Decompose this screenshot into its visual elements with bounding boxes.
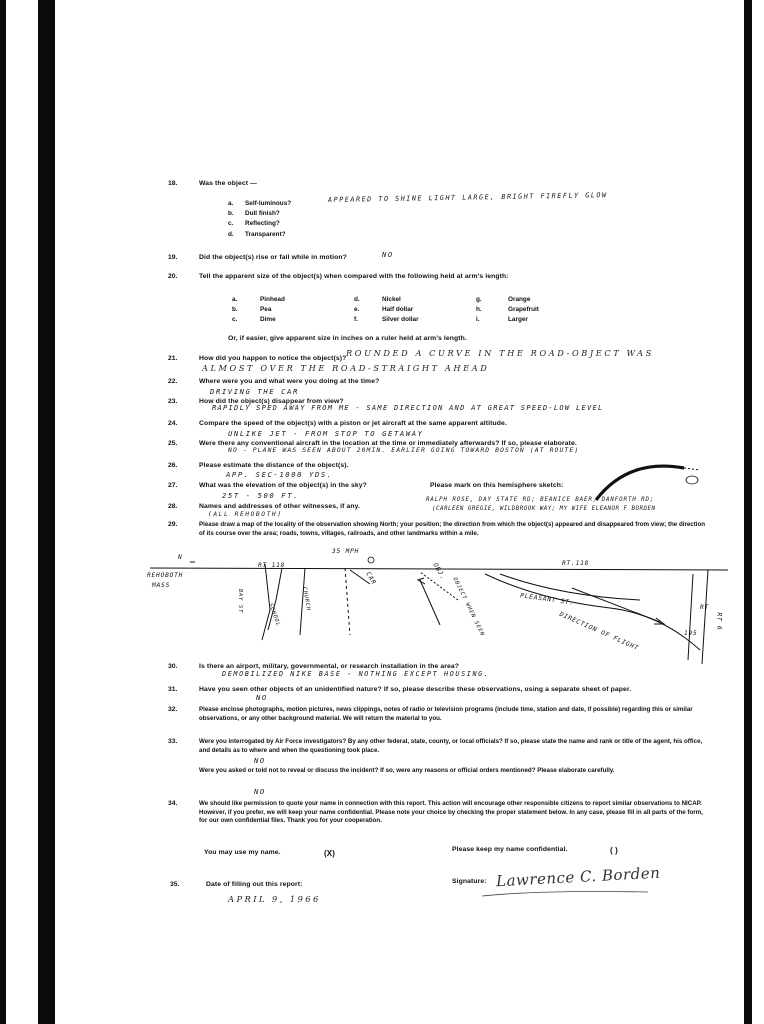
q27-sketch-label: Please mark on this hemisphere sketch: [430,482,564,489]
q34-number: 34. [168,800,178,807]
q20-size-i: Larger [508,316,528,323]
q20-size-h-letter: h. [476,306,482,313]
q32-question: Please enclose photographs, motion pictures, news clippings, notes of radio or television programs (include time, station and date, if possible) regarding this or similar observations, or any other background material. We will return the material to you. [199,706,693,722]
q32-number: 32. [168,706,178,713]
q18-option-b: Dull finish? [245,210,280,217]
map-route-6-label: RT 6 [715,612,723,631]
q22-number: 22. [168,378,178,385]
q20-size-b: Pea [260,306,272,313]
q30-number: 30. [168,663,178,670]
map-object-label: OBJ. [431,561,447,582]
q22-answer: DRIVING THE CAR [210,387,299,396]
map-north-label: N [178,554,183,561]
map-object-seen-label: OBJECT WHEN SEEN [451,576,486,638]
q34-question: We should like permission to quote your name in connection with this report. This action will encourage other responsible citizens to report similar observations to NICAP. However, if you prefer, we will keep your name confidential. Please note your choice by checking the proper statement below. In any case, please fill in all parts of the form, for our own confidential files. Thank you for your cooperation. [199,800,703,824]
q20-size-e: Half dollar [382,306,414,313]
q33-number: 33. [168,738,178,745]
q33-answer-2: NO [254,787,266,796]
q29-number: 29. [168,521,178,528]
q30-answer: DEMOBILIZED NIKE BASE - NOTHING EXCEPT HOUSING. [222,670,490,678]
q29-question: Please draw a map of the locality of the observation showing North; your position; the direction from which the object(s) appeared and disappeared from view; the direction of its course over the area; roads, towns, villages, railroads, and other landmarks within a mile. [199,521,706,537]
q24-answer: UNLIKE JET - FROM STOP TO GETAWAY [228,429,424,438]
q33-question-2: Were you asked or told not to reveal or discuss the incident? If so, were any reasons or official orders mentioned? Please elaborate carefully. [199,767,615,774]
q20-size-c-letter: c. [232,316,238,323]
q21-answer-line1: ROUNDED A CURVE IN THE ROAD-OBJECT WAS [346,348,654,358]
map-speed-label: 35 MPH [332,548,360,555]
q20-size-f-letter: f. [354,316,358,323]
signature-label: Signature: [452,878,487,885]
q18-option-c-letter: c. [228,220,234,227]
q18-number: 18. [168,180,178,187]
q18-option-d-letter: d. [228,231,234,238]
q35-number: 35. [170,881,180,888]
q27-answer: 25T - 500 FT. [222,491,300,500]
signature-underline [480,886,650,900]
q19-answer: NO [382,250,394,259]
map-state-name: MASS [152,582,171,589]
q20-size-b-letter: b. [232,306,238,313]
q28-answer-line3: (CARLEEN GREGIE, WILDBROOK WAY; MY WIFE ELEANOR F BORDEN [432,506,656,512]
map-flight-direction-label: DIRECTION OF FLIGHT [558,610,640,653]
q33-question: Were you interrogated by Air Force investigators? By any other federal, state, county, or local officials? If so, please state the name and rank or title of the agent, his office, and details as to where and when the questioning took place. [199,738,703,754]
q25-answer: NO - PLANE WAS SEEN ABOUT 20MIN. EARLIER GOING TOWARD BOSTON (AT ROUTE) [228,446,580,454]
report-date: APRIL 9, 1966 [228,894,321,904]
q24-number: 24. [168,420,178,427]
map-bay-st-label: BAY ST [237,588,244,614]
q21-number: 21. [168,355,178,362]
q18-option-c: Reflecting? [245,220,280,227]
q24-question: Compare the speed of the object(s) with a piston or jet aircraft at the same apparent altitude. [199,420,507,427]
q18-option-b-letter: b. [228,210,234,217]
q26-question: Please estimate the distance of the object(s). [199,462,349,469]
q20-size-d-letter: d. [354,296,360,303]
q28-answer-line2: (ALL REHOBOTH) [208,511,283,518]
use-name-checkbox[interactable]: (X) [324,849,335,858]
q27-question: What was the elevation of the object(s) in the sky? [199,482,367,489]
q20-size-h: Grapefruit [508,306,539,313]
q18-option-d: Transparent? [245,231,286,238]
keep-confidential-statement: Please keep my name confidential. [452,846,568,853]
q26-number: 26. [168,462,178,469]
q21-answer-line2: ALMOST OVER THE ROAD-STRAIGHT AHEAD [202,363,490,373]
q20-number: 20. [168,273,178,280]
map-car-label: CAR [364,570,378,587]
q22-question: Where were you and what were you doing at the time? [199,378,380,385]
q20-size-a: Pinhead [260,296,285,303]
q20-size-i-letter: i. [476,316,480,323]
q26-answer: APP. SEC-1000 YDS. [226,470,333,479]
q20-size-f: Silver dollar [382,316,419,323]
q31-number: 31. [168,686,178,693]
q23-question: How did the object(s) disappear from view? [199,398,344,405]
q20-or-text: Or, if easier, give apparent size in inches on a ruler held at arm's length. [228,335,467,342]
q20-size-c: Dime [260,316,276,323]
q30-question: Is there an airport, military, governmental, or research installation in the area? [199,663,460,670]
keep-confidential-checkbox[interactable]: ( ) [610,846,618,855]
q18-question: Was the object — [199,180,257,187]
q25-number: 25. [168,440,178,447]
q21-question: How did you happen to notice the object(s)? [199,355,347,362]
map-town-name: REHOBOTH [147,572,184,579]
q20-question: Tell the apparent size of the object(s) when compared with the following held at arm's length: [199,273,509,280]
q35-question: Date of filling out this report: [206,881,303,888]
q28-answer-line1: RALPH ROSE, DAY STATE RD; BEANICE BAER, DANFORTH RD; [426,497,655,503]
q31-answer: NO [256,693,268,702]
q23-answer: RAPIDLY SPED AWAY FROM ME - SAME DIRECTION AND AT GREAT SPEED-LOW LEVEL [212,404,604,412]
map-school-label: SCHOOL [267,602,282,628]
q33-answer: NO [254,756,266,765]
map-route-label: RT.118 [562,560,590,567]
q28-question: Names and addresses of other witnesses, if any. [199,503,360,510]
signature: Lawrence C. Borden [495,863,661,891]
q18-answer: APPEARED TO SHINE LIGHT LARGE, BRIGHT FIREFLY GLOW [327,191,608,204]
observation-map [140,540,730,668]
q27-number: 27. [168,482,178,489]
q28-number: 28. [168,503,178,510]
q20-size-e-letter: e. [354,306,360,313]
map-route-label-2: RT 118 [258,562,286,569]
map-church-label: CHURCH [301,586,312,612]
q31-question: Have you seen other objects of an unidentified nature? If so, please describe these observations, using a separate sheet of paper. [199,686,632,693]
q18-option-a-letter: a. [228,200,234,207]
q23-number: 23. [168,398,178,405]
q25-question: Were there any conventional aircraft in the location at the time or immediately afterwards? If so, please elaborate. [199,440,577,447]
q20-size-g-letter: g. [476,296,482,303]
map-street-label: PLEASANT ST. [519,592,575,607]
q20-size-d: Nickel [382,296,401,303]
q18-option-a: Self-luminous? [245,200,292,207]
q20-size-a-letter: a. [232,296,238,303]
q19-number: 19. [168,254,178,261]
map-right-route: RT [700,604,710,611]
q19-question: Did the object(s) rise or fall while in motion? [199,254,347,261]
q20-size-g: Orange [508,296,531,303]
map-right-route-number: 195 [684,630,698,637]
use-name-statement: You may use my name. [204,849,281,856]
